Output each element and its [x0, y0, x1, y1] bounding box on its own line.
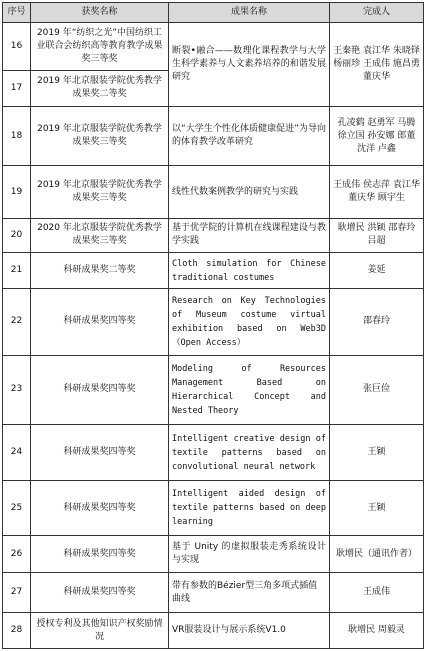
- row-title: 基于 Unity 的虚拟服装走秀系统设计与实现: [169, 535, 330, 573]
- row-title: Intelligent creative design of textile patterns based on convolutional neural network: [169, 424, 330, 481]
- table-row: [3, 218, 424, 253]
- row-people: 王成伟: [330, 573, 424, 613]
- row-title: VR服装设计与展示系统V1.0: [169, 613, 330, 649]
- header-achievement-name: 成果名称: [169, 3, 330, 23]
- row-title: 线性代数案例教学的研究与实践: [169, 166, 330, 218]
- row-index: 28: [3, 613, 31, 649]
- row-people: 王颖: [330, 424, 424, 481]
- row-title: Intelligent aided design of textile patterns based on deep learning: [169, 481, 330, 535]
- row-people: 孔凌鹤 赵勇军 马腾 徐立国 孙安娜 郎董 沈洋 卢鑫: [330, 106, 424, 166]
- table-row: [3, 23, 424, 71]
- row-people: 张巨俭: [330, 355, 424, 424]
- row-people: 王颖: [330, 481, 424, 535]
- row-people: 姜延: [330, 253, 424, 289]
- row-title: 断裂•融合——数理化课程教学与大学生科学素养与人文素养培养的和谐发展研究: [169, 23, 330, 107]
- row-index: 24: [3, 424, 31, 481]
- awards-table: [2, 2, 424, 649]
- row-people: 耿增民（通讯作者）: [330, 535, 424, 573]
- row-award: 2019 年北京服装学院优秀教学成果奖三等奖: [31, 106, 169, 166]
- table-row: [3, 106, 424, 166]
- table-row: [3, 535, 424, 573]
- row-index: 17: [3, 71, 31, 107]
- table-row: [3, 288, 424, 355]
- row-award: 科研成果奖四等奖: [31, 355, 169, 424]
- row-index: 22: [3, 288, 31, 355]
- row-award: 2019 年北京服装学院优秀教学成果奖三等奖: [31, 166, 169, 218]
- row-index: 18: [3, 106, 31, 166]
- row-award: 科研成果奖四等奖: [31, 288, 169, 355]
- row-index: 19: [3, 166, 31, 218]
- row-index: 23: [3, 355, 31, 424]
- row-title: Research on Key Technologies of Museum costume virtual exhibition based on Web3D（Open Access）: [169, 288, 330, 355]
- table-row: [3, 253, 424, 289]
- table-row: [3, 573, 424, 613]
- header-completed-by: 完成人: [330, 3, 424, 23]
- row-title: 带有参数的Bézier型三角多项式插值曲线: [169, 573, 330, 613]
- row-title: 以“大学生个性化体质健康促进”为导向的体育教学改革研究: [169, 106, 330, 166]
- table-row: [3, 613, 424, 649]
- table-row: [3, 424, 424, 481]
- row-people: 耿增民 周毅灵: [330, 613, 424, 649]
- row-index: 21: [3, 253, 31, 289]
- row-index: 27: [3, 573, 31, 613]
- row-award: 科研成果奖四等奖: [31, 535, 169, 573]
- row-award: 科研成果奖四等奖: [31, 424, 169, 481]
- row-people: 王秦艳 袁江华 朱晓铎 杨丽珍 王成伟 施昌勇 董庆华: [330, 23, 424, 107]
- row-title: Modeling of Resources Management Based on Hierarchical Concept and Nested Theory: [169, 355, 330, 424]
- header-award-name: 获奖名称: [31, 3, 169, 23]
- row-people: 耿增民 洪颖 邵春玲 吕超: [330, 218, 424, 253]
- row-title: Cloth simulation for Chinese traditional costumes: [169, 253, 330, 289]
- row-award: 2019 年北京服装学院优秀教学成果奖二等奖: [31, 71, 169, 107]
- row-index: 26: [3, 535, 31, 573]
- row-index: 25: [3, 481, 31, 535]
- row-award: 授权专利及其他知识产权奖励情况: [31, 613, 169, 649]
- table-row: [3, 481, 424, 535]
- table-header-row: [3, 3, 424, 23]
- row-award: 科研成果奖四等奖: [31, 573, 169, 613]
- row-award: 科研成果奖四等奖: [31, 481, 169, 535]
- table-row: [3, 166, 424, 218]
- row-award: 科研成果奖二等奖: [31, 253, 169, 289]
- row-people: 王成伟 侯志萍 袁江华 董庆华 顾宇生: [330, 166, 424, 218]
- row-award: 2020 年北京服装学院优秀教学成果奖三等奖: [31, 218, 169, 253]
- table-row: [3, 355, 424, 424]
- row-index: 16: [3, 23, 31, 71]
- row-index: 20: [3, 218, 31, 253]
- row-title: 基于优学院的计算机在线课程建设与教学实践: [169, 218, 330, 253]
- header-index: 序号: [3, 3, 31, 23]
- row-award: 2019 年“纺织之光”中国纺织工业联合会纺织高等教育教学成果奖三等奖: [31, 23, 169, 71]
- row-people: 邵春玲: [330, 288, 424, 355]
